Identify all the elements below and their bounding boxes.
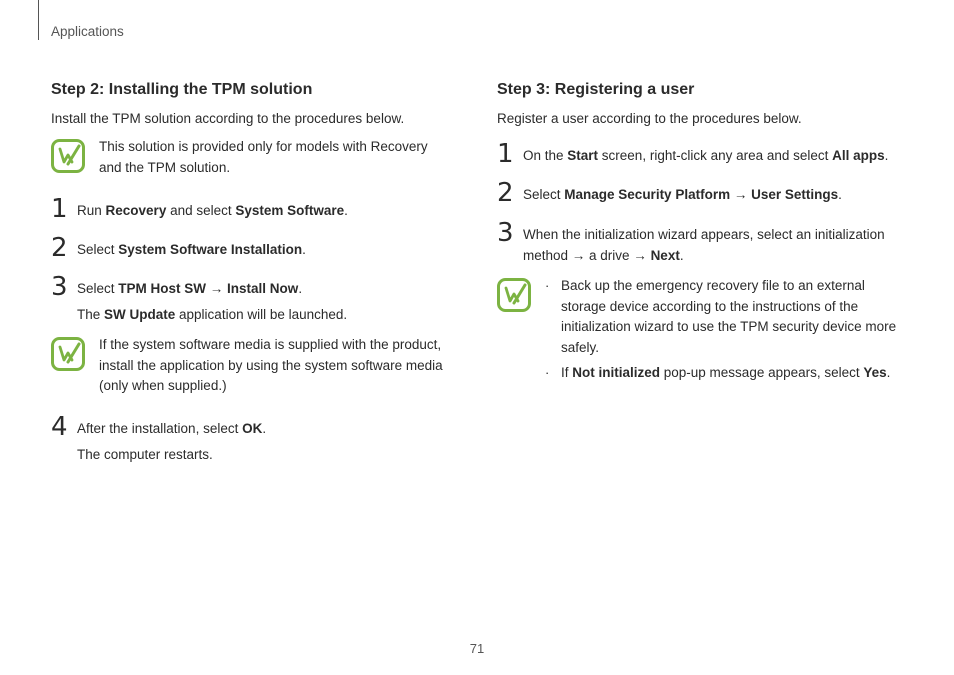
step3-intro: Register a user according to the procedures below. bbox=[497, 111, 802, 126]
step-sub bbox=[77, 305, 461, 325]
bullet-bold: Yes bbox=[863, 365, 887, 380]
bullet-line: safely. bbox=[561, 339, 600, 355]
step-sub: The computer restarts. bbox=[77, 446, 213, 462]
step-bold: All apps bbox=[832, 148, 885, 163]
note-line: install the application by using the system software media bbox=[99, 357, 443, 373]
step-number: 1 bbox=[497, 139, 514, 169]
step-bold: TPM Host SW bbox=[118, 281, 207, 296]
step-bold: Manage Security Platform bbox=[564, 187, 731, 202]
step-number: 1 bbox=[51, 194, 68, 224]
left-step-3 bbox=[51, 272, 461, 325]
step-text: The bbox=[77, 307, 105, 322]
page-number: 71 bbox=[469, 641, 485, 656]
step-text: On the bbox=[523, 148, 568, 163]
step-number: 4 bbox=[51, 411, 68, 442]
step-number: 2 bbox=[51, 233, 68, 263]
step-number: 3 bbox=[497, 218, 514, 248]
step-bold: System Software bbox=[235, 203, 345, 218]
note-models bbox=[51, 137, 461, 178]
step-text: Select bbox=[77, 242, 119, 257]
step-text: . bbox=[298, 281, 303, 296]
step-bold: User Settings bbox=[751, 187, 839, 202]
note-icon bbox=[51, 337, 85, 371]
left-step-2 bbox=[51, 233, 461, 263]
step-number: 2 bbox=[497, 178, 514, 208]
note-media bbox=[51, 335, 461, 397]
bullet-bold: Not initialized bbox=[572, 365, 661, 380]
left-column bbox=[51, 80, 461, 465]
step-text: screen, right-click any area and select bbox=[598, 148, 833, 163]
step2-heading: Step 2: Installing the TPM solution bbox=[51, 81, 313, 98]
step-text: . bbox=[838, 187, 842, 202]
right-step-2 bbox=[497, 178, 907, 208]
note-line: (only when supplied.) bbox=[99, 378, 227, 393]
note-line: and the TPM solution. bbox=[99, 159, 231, 175]
step-text: When the initialization wizard appears, select an initialization bbox=[523, 227, 885, 242]
bullet-text: If bbox=[561, 365, 573, 380]
step-bold: System Software Installation bbox=[118, 242, 303, 257]
step-text: method → a drive → bbox=[523, 248, 651, 263]
step-line bbox=[523, 245, 907, 266]
step-text: Select bbox=[523, 187, 565, 202]
note-line: If the system software media is supplied with the product, bbox=[99, 337, 442, 352]
step-text: . bbox=[344, 203, 348, 218]
note-line: This solution is provided only for models with Recovery bbox=[99, 139, 428, 154]
arrow-text: → bbox=[730, 187, 752, 202]
bullet-text: pop-up message appears, select bbox=[660, 365, 864, 380]
step-text: application will be launched. bbox=[175, 307, 348, 322]
note-bullet-2 bbox=[545, 363, 907, 384]
note-icon bbox=[497, 278, 531, 312]
step-bold: SW Update bbox=[104, 307, 176, 322]
bullet-line: Back up the emergency recovery file to an external bbox=[561, 278, 865, 293]
arrow-text: → bbox=[206, 281, 228, 296]
step-text: . bbox=[262, 420, 267, 436]
step-bold: Next bbox=[650, 248, 680, 263]
right-step-1 bbox=[497, 139, 907, 169]
header-rule bbox=[38, 0, 39, 40]
step-bold: OK bbox=[242, 420, 263, 436]
step-text: . bbox=[679, 248, 684, 263]
right-step-3 bbox=[497, 218, 907, 266]
step-number: 3 bbox=[51, 272, 68, 302]
step-text: After the installation, select bbox=[77, 420, 243, 436]
step-text: Select bbox=[77, 281, 119, 296]
step-bold: Install Now bbox=[227, 281, 299, 296]
step-text: and select bbox=[166, 203, 236, 218]
bullet-text: . bbox=[886, 365, 891, 380]
step2-intro: Install the TPM solution according to the procedures below. bbox=[51, 111, 405, 126]
note-backup bbox=[497, 276, 907, 384]
note-icon bbox=[51, 139, 85, 173]
step-text: . bbox=[302, 242, 306, 257]
bullet-dot-icon: · bbox=[545, 278, 550, 293]
left-step-4 bbox=[51, 411, 461, 465]
step-text: . bbox=[884, 148, 889, 163]
step-text: Run bbox=[77, 203, 106, 218]
step3-heading: Step 3: Registering a user bbox=[497, 81, 695, 98]
bullet-dot-icon: · bbox=[545, 365, 550, 380]
section-label: Applications bbox=[51, 24, 124, 39]
right-column bbox=[497, 80, 907, 384]
step-bold: Recovery bbox=[105, 203, 167, 218]
note-bullet-1 bbox=[545, 276, 907, 358]
bullet-line: initialization wizard to use the TPM security device more bbox=[561, 319, 897, 334]
left-step-1 bbox=[51, 194, 461, 224]
bullet-line: storage device according to the instructions of the bbox=[561, 298, 859, 314]
step-bold: Start bbox=[567, 148, 599, 163]
